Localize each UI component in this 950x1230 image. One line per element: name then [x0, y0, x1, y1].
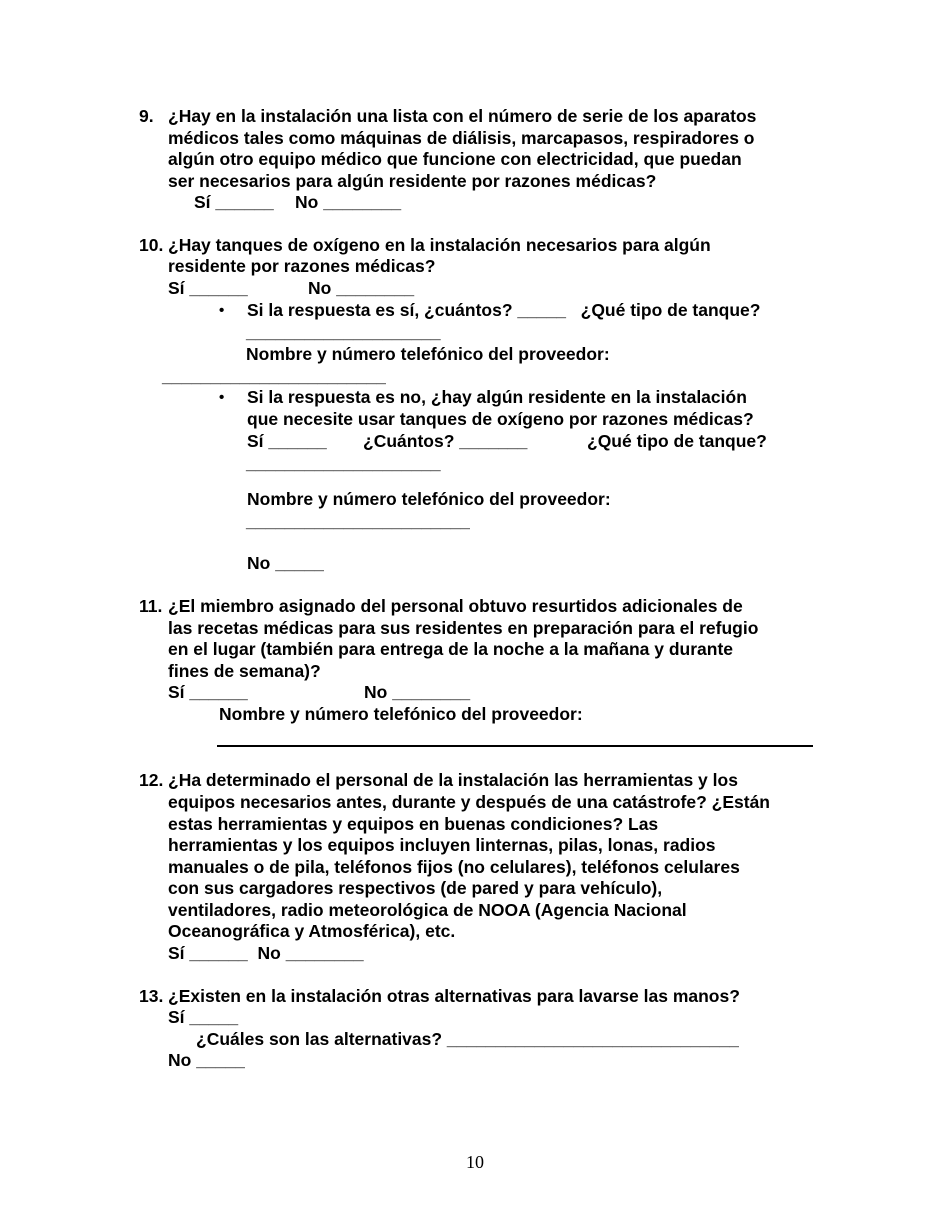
q13-no-blank[interactable]: No _____ [168, 1050, 245, 1070]
q12-text-line: ventiladores, radio meteorológica de NOOA (Agencia Nacional [168, 900, 687, 920]
q9-text-line: algún otro equipo médico que funcione con electricidad, que puedan [168, 149, 742, 169]
bullet-icon: • [219, 302, 225, 319]
q13-text-line: ¿Existen en la instalación otras alternativas para lavarse las manos? [168, 986, 740, 1006]
q10-bullet2-provider-label: Nombre y número telefónico del proveedor: [247, 489, 611, 509]
q12-text-line: estas herramientas y equipos en buenas condiciones? Las [168, 814, 659, 834]
q12-text-line: con sus cargadores respectivos (de pared y para vehículo), [168, 878, 663, 898]
q10-bullet2-provider-blank[interactable]: _______________________ [246, 511, 470, 531]
q10-bullet1-provider-label: Nombre y número telefónico del proveedor: [246, 344, 610, 364]
q10-bullet2-tank-blank[interactable]: ____________________ [246, 453, 441, 473]
bullet-icon: • [219, 389, 225, 406]
q9-text-line: ¿Hay en la instalación una lista con el número de serie de los aparatos [168, 106, 757, 126]
q9-number: 9. [139, 106, 154, 126]
q11-number: 11. [139, 596, 163, 616]
q10-bullet2-tipo-label: ¿Qué tipo de tanque? [587, 431, 767, 451]
q9-no-blank[interactable]: No ________ [295, 192, 402, 212]
q10-bullet2-si-blank[interactable]: Sí ______ [247, 431, 327, 451]
q13-alternatives-blank[interactable]: ¿Cuáles son las alternativas? ______________________________ [196, 1029, 739, 1049]
q10-bullet2-cuantos-blank[interactable]: ¿Cuántos? _______ [363, 431, 528, 451]
q13-number: 13. [139, 986, 164, 1006]
q11-provider-line[interactable] [217, 745, 813, 747]
q9-text-line: ser necesarios para algún residente por razones médicas? [168, 171, 657, 191]
q12-text-line: Oceanográfica y Atmosférica), etc. [168, 921, 456, 941]
q13-si-blank[interactable]: Sí _____ [168, 1007, 239, 1027]
q11-text-line: fines de semana)? [168, 661, 321, 681]
q11-text-line: las recetas médicas para sus residentes en preparación para el refugio [168, 618, 759, 638]
q10-bullet1-provider-blank[interactable]: _______________________ [162, 366, 386, 386]
q12-text-line: manuales o de pila, teléfonos fijos (no celulares), teléfonos celulares [168, 857, 740, 877]
q10-bullet1-tank-blank[interactable]: ____________________ [246, 322, 441, 342]
q11-provider-label: Nombre y número telefónico del proveedor: [219, 704, 583, 724]
q12-si-no-blanks[interactable]: Sí ______ No ________ [168, 943, 364, 963]
q11-text-line: en el lugar (también para entrega de la noche a la mañana y durante [168, 639, 734, 659]
q10-text-line: ¿Hay tanques de oxígeno en la instalación necesarios para algún [168, 235, 711, 255]
q10-text-line: residente por razones médicas? [168, 256, 436, 276]
q11-text-line: ¿El miembro asignado del personal obtuvo resurtidos adicionales de [168, 596, 743, 616]
q12-text-line: equipos necesarios antes, durante y después de una catástrofe? ¿Están [168, 792, 770, 812]
q12-text-line: ¿Ha determinado el personal de la instalación las herramientas y los [168, 770, 738, 790]
q10-bullet1-text: Si la respuesta es sí, ¿cuántos? _____ ¿Qué tipo de tanque? [247, 300, 761, 320]
q12-text-line: herramientas y los equipos incluyen linternas, pilas, lonas, radios [168, 835, 716, 855]
q10-bullet2-no-blank[interactable]: No _____ [247, 553, 324, 573]
q12-number: 12. [139, 770, 164, 790]
q11-no-blank[interactable]: No ________ [364, 682, 471, 702]
q10-bullet2-text: que necesite usar tanques de oxígeno por razones médicas? [247, 409, 754, 429]
q10-bullet2-text: Si la respuesta es no, ¿hay algún residente en la instalación [247, 387, 747, 407]
q11-si-blank[interactable]: Sí ______ [168, 682, 248, 702]
q10-number: 10. [139, 235, 164, 255]
q10-si-blank[interactable]: Sí ______ [168, 278, 248, 298]
q9-si-blank[interactable]: Sí ______ [194, 192, 274, 212]
page-number: 10 [466, 1152, 484, 1172]
q10-no-blank[interactable]: No ________ [308, 278, 415, 298]
q9-text-line: médicos tales como máquinas de diálisis, marcapasos, respiradores o [168, 128, 755, 148]
